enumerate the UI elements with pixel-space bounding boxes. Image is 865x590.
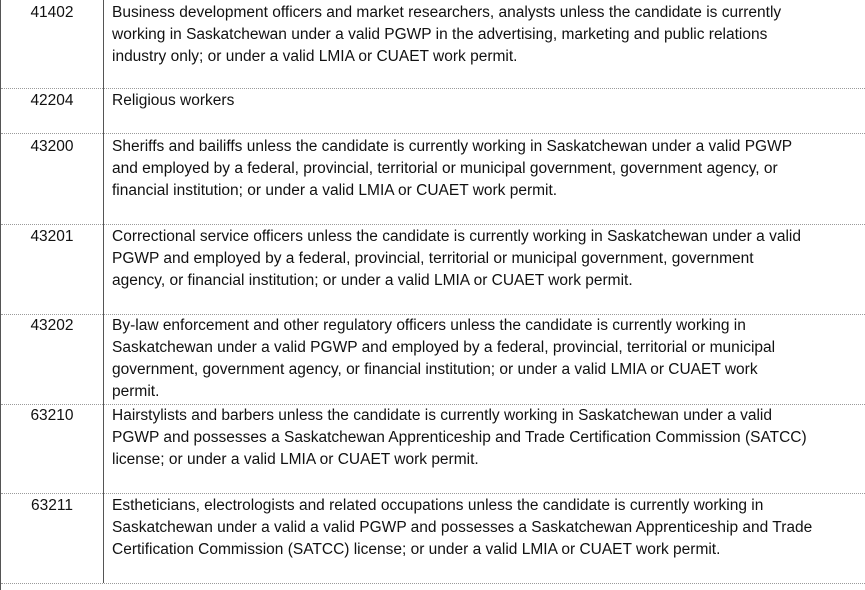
description-line: Correctional service officers unless the candidate is currently working in Saskatchewan under a valid xyxy=(112,228,801,245)
description-line: license; or under a valid LMIA or CUAET work permit. xyxy=(112,451,479,468)
occupation-description xyxy=(112,90,860,112)
noc-code: 42204 xyxy=(30,92,74,109)
occupation-description xyxy=(112,226,860,292)
description-line: Business development officers and market researchers, analysts unless the candidate is currently xyxy=(112,4,782,21)
description-line: working in Saskatchewan under a valid PGWP in the advertising, marketing and public relations xyxy=(112,26,768,43)
noc-code: 43202 xyxy=(30,317,74,334)
description-line: Saskatchewan under a valid PGWP and employed by a federal, provincial, territorial or municipal xyxy=(112,339,776,356)
description-line: Religious workers xyxy=(112,92,235,109)
description-line: Sheriffs and bailiffs unless the candidate is currently working in Saskatchewan under a valid PGWP xyxy=(112,138,793,155)
occupation-description xyxy=(112,315,860,403)
row-divider xyxy=(1,133,865,134)
description-line: Estheticians, electrologists and related occupations unless the candidate is currently working in xyxy=(112,497,764,514)
noc-code: 43201 xyxy=(30,228,74,245)
noc-code: 63211 xyxy=(31,497,73,514)
description-line: PGWP and employed by a federal, provincial, territorial or municipal government, government xyxy=(112,250,754,267)
description-line: PGWP and possesses a Saskatchewan Apprenticeship and Trade Certification Commission (SATCC) xyxy=(112,429,807,446)
occupation-description xyxy=(112,2,860,68)
occupation-description xyxy=(112,405,860,471)
description-line: and employed by a federal, provincial, territorial or municipal government, government agency, or xyxy=(112,160,778,177)
noc-code: 41402 xyxy=(30,4,74,21)
row-divider xyxy=(1,88,865,89)
description-line: Hairstylists and barbers unless the candidate is currently working in Saskatchewan under a valid xyxy=(112,407,772,424)
noc-code: 63210 xyxy=(30,407,74,424)
row-divider xyxy=(1,583,865,584)
occupation-description xyxy=(112,495,860,561)
description-line: financial institution; or under a valid LMIA or CUAET work permit. xyxy=(112,182,558,199)
description-line: Certification Commission (SATCC) license; or under a valid LMIA or CUAET work permit. xyxy=(112,541,721,558)
description-line: industry only; or under a valid LMIA or CUAET work permit. xyxy=(112,48,518,65)
description-line: permit. xyxy=(112,383,160,400)
description-line: agency, or financial institution; or under a valid LMIA or CUAET work permit. xyxy=(112,272,633,289)
description-line: By-law enforcement and other regulatory officers unless the candidate is currently working in xyxy=(112,317,746,334)
description-line: government, government agency, or financial institution; or under a valid LMIA or CUAET work xyxy=(112,361,758,378)
row-divider xyxy=(1,493,865,494)
description-line: Saskatchewan under a valid a valid PGWP and possesses a Saskatchewan Apprenticeship and Trade xyxy=(112,519,813,536)
occupation-description xyxy=(112,136,860,202)
noc-code: 43200 xyxy=(30,138,74,155)
row-divider xyxy=(1,224,865,225)
